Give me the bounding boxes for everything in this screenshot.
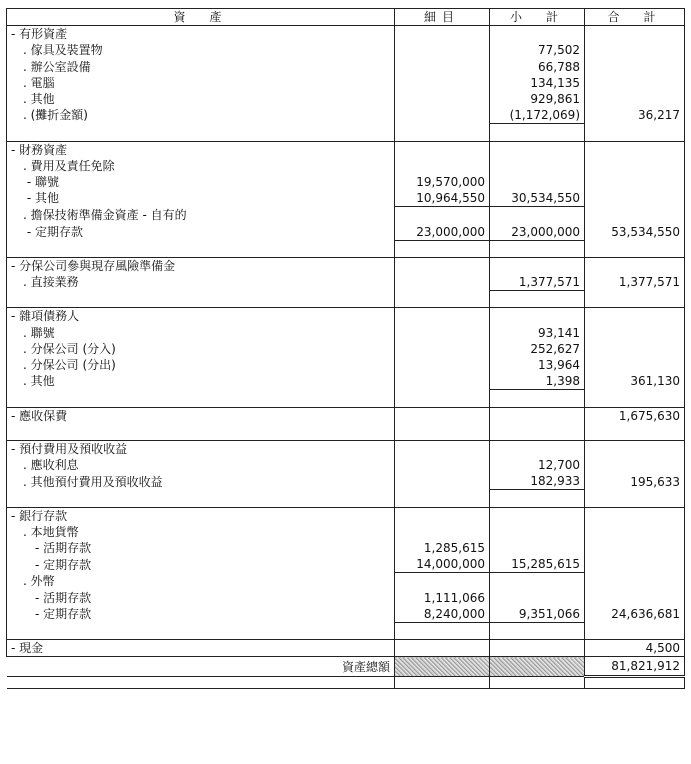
table-row [7,640,685,657]
row-subtotal: 30,534,550 [490,190,585,207]
row-subtotal [490,524,585,540]
row-detail [395,107,490,124]
row-subtotal: 182,933 [490,473,585,490]
row-total [585,240,685,257]
spacer-row [7,390,685,407]
row-total [585,573,685,590]
row-subtotal [490,141,585,158]
table-row [7,42,685,58]
row-label [7,390,395,407]
row-total [585,556,685,573]
table-row [7,606,685,623]
spacer-row [7,291,685,308]
row-label: . 擔保技術準備金資產 - 自有的 [7,207,395,224]
row-detail [395,91,490,107]
spacer-row [7,240,685,257]
row-subtotal [490,207,585,224]
table-row [7,257,685,274]
row-total [585,59,685,75]
row-subtotal: 929,861 [490,91,585,107]
row-total [585,524,685,540]
row-detail [395,240,490,257]
spacer-row [7,490,685,507]
row-detail [395,373,490,390]
row-total [585,26,685,43]
row-total [585,622,685,639]
table-row [7,590,685,606]
row-subtotal [490,407,585,424]
table-row [7,457,685,473]
row-label [7,240,395,257]
row-detail [395,124,490,141]
row-total: 53,534,550 [585,223,685,240]
row-total [585,291,685,308]
row-subtotal: 66,788 [490,59,585,75]
asset-rows [7,26,685,657]
row-total [585,490,685,507]
row-label: . 其他 [7,91,395,107]
row-label [7,622,395,639]
row-detail [395,325,490,341]
row-detail [395,274,490,291]
row-detail [395,573,490,590]
row-detail [395,490,490,507]
table-row [7,308,685,325]
row-subtotal: 77,502 [490,42,585,58]
table-row [7,357,685,373]
row-total [585,190,685,207]
row-label: - 分保公司參與現存風險準備金 [7,257,395,274]
row-total [585,590,685,606]
table-row [7,373,685,390]
table-tail-row [7,677,685,689]
row-total [585,325,685,341]
row-total: 361,130 [585,373,685,390]
table-row [7,540,685,556]
row-label [7,424,395,441]
row-detail: 10,964,550 [395,190,490,207]
row-total [585,141,685,158]
row-detail [395,473,490,490]
row-subtotal: (1,172,069) [490,107,585,124]
row-label: . 本地貨幣 [7,524,395,540]
row-total [585,308,685,325]
row-label: . 直接業務 [7,274,395,291]
row-detail [395,440,490,457]
row-label: . 電腦 [7,75,395,91]
header-detail: 細目 [395,9,490,26]
row-subtotal [490,424,585,441]
total-assets-label: 資產總額 [7,657,395,677]
table-row [7,26,685,43]
row-detail [395,291,490,308]
spacer-row [7,622,685,639]
table-row [7,223,685,240]
row-total [585,440,685,457]
row-subtotal [490,640,585,657]
total-assets-row [7,657,685,677]
shaded-cell [395,657,490,677]
row-label: . 其他 [7,373,395,390]
row-detail [395,507,490,524]
row-total [585,424,685,441]
asset-table [6,8,685,689]
row-total [585,507,685,524]
row-subtotal: 134,135 [490,75,585,91]
row-subtotal: 15,285,615 [490,556,585,573]
row-detail [395,424,490,441]
row-total [585,207,685,224]
row-detail [395,622,490,639]
table-row [7,325,685,341]
row-label: . 分保公司 (分入) [7,341,395,357]
header-total: 合 計 [585,9,685,26]
row-detail [395,257,490,274]
row-total [585,357,685,373]
table-row [7,141,685,158]
row-detail [395,457,490,473]
row-detail [395,207,490,224]
row-total [585,540,685,556]
row-detail: 1,111,066 [395,590,490,606]
table-row [7,91,685,107]
row-label [7,490,395,507]
row-label: - 銀行存款 [7,507,395,524]
row-label: - 雜項債務人 [7,308,395,325]
table-row [7,190,685,207]
row-subtotal [490,257,585,274]
row-label: - 活期存款 [7,540,395,556]
row-subtotal: 93,141 [490,325,585,341]
table-row [7,107,685,124]
row-detail [395,341,490,357]
row-total: 195,633 [585,473,685,490]
total-assets-value: 81,821,912 [585,657,685,677]
row-label: - 定期存款 [7,606,395,623]
table-row [7,440,685,457]
row-subtotal [490,490,585,507]
row-label [7,291,395,308]
row-subtotal [490,308,585,325]
row-total [585,390,685,407]
row-detail [395,158,490,174]
row-detail [395,141,490,158]
row-total: 36,217 [585,107,685,124]
row-subtotal: 12,700 [490,457,585,473]
row-label: . 聯號 [7,325,395,341]
row-subtotal [490,158,585,174]
row-detail: 23,000,000 [395,223,490,240]
row-detail [395,640,490,657]
row-detail: 14,000,000 [395,556,490,573]
row-total [585,91,685,107]
table-row [7,274,685,291]
row-subtotal: 252,627 [490,341,585,357]
row-label: - 應收保費 [7,407,395,424]
row-detail [395,390,490,407]
row-label: - 定期存款 [7,556,395,573]
row-total [585,42,685,58]
row-total: 1,675,630 [585,407,685,424]
shaded-cell [490,657,585,677]
row-detail: 1,285,615 [395,540,490,556]
row-subtotal: 13,964 [490,357,585,373]
row-detail [395,308,490,325]
row-subtotal [490,573,585,590]
row-detail [395,42,490,58]
row-label: - 預付費用及預收收益 [7,440,395,457]
row-label: - 財務資產 [7,141,395,158]
table-row [7,59,685,75]
row-label: . 其他預付費用及預收收益 [7,473,395,490]
row-subtotal [490,590,585,606]
row-detail [395,59,490,75]
table-row [7,75,685,91]
table-row [7,507,685,524]
row-label [7,124,395,141]
row-label: . (攤折金額) [7,107,395,124]
table-row [7,174,685,190]
row-detail: 19,570,000 [395,174,490,190]
table-row [7,407,685,424]
row-subtotal: 1,377,571 [490,274,585,291]
row-subtotal [490,174,585,190]
row-total: 1,377,571 [585,274,685,291]
row-subtotal: 9,351,066 [490,606,585,623]
header-subtotal: 小 計 [490,9,585,26]
header-asset: 資 產 [7,9,395,26]
row-total [585,341,685,357]
spacer-row [7,124,685,141]
table-row [7,573,685,590]
row-total [585,158,685,174]
row-total: 4,500 [585,640,685,657]
row-detail: 8,240,000 [395,606,490,623]
row-detail [395,26,490,43]
row-label: . 辦公室設備 [7,59,395,75]
table-row [7,158,685,174]
table-header-row [7,9,685,26]
table-row [7,473,685,490]
table-row [7,556,685,573]
row-detail [395,357,490,373]
spacer-row [7,424,685,441]
row-subtotal [490,291,585,308]
row-subtotal: 23,000,000 [490,223,585,240]
row-total [585,257,685,274]
row-total [585,457,685,473]
row-label: - 現金 [7,640,395,657]
row-label: . 應收利息 [7,457,395,473]
row-subtotal [490,622,585,639]
row-subtotal [490,124,585,141]
row-total [585,75,685,91]
row-label: - 有形資產 [7,26,395,43]
row-subtotal [490,240,585,257]
row-label: - 聯號 [7,174,395,190]
row-subtotal [490,540,585,556]
row-detail [395,524,490,540]
table-row [7,524,685,540]
row-label: - 定期存款 [7,223,395,240]
row-total: 24,636,681 [585,606,685,623]
row-detail [395,407,490,424]
row-label: . 傢具及裝置物 [7,42,395,58]
table-row [7,207,685,224]
row-detail [395,75,490,91]
row-label: . 分保公司 (分出) [7,357,395,373]
row-subtotal [490,507,585,524]
row-subtotal [490,26,585,43]
row-subtotal [490,390,585,407]
row-subtotal [490,440,585,457]
row-total [585,174,685,190]
row-label: . 外幣 [7,573,395,590]
row-label: - 其他 [7,190,395,207]
row-subtotal: 1,398 [490,373,585,390]
row-label: - 活期存款 [7,590,395,606]
row-total [585,124,685,141]
table-row [7,341,685,357]
row-label: . 費用及責任免除 [7,158,395,174]
